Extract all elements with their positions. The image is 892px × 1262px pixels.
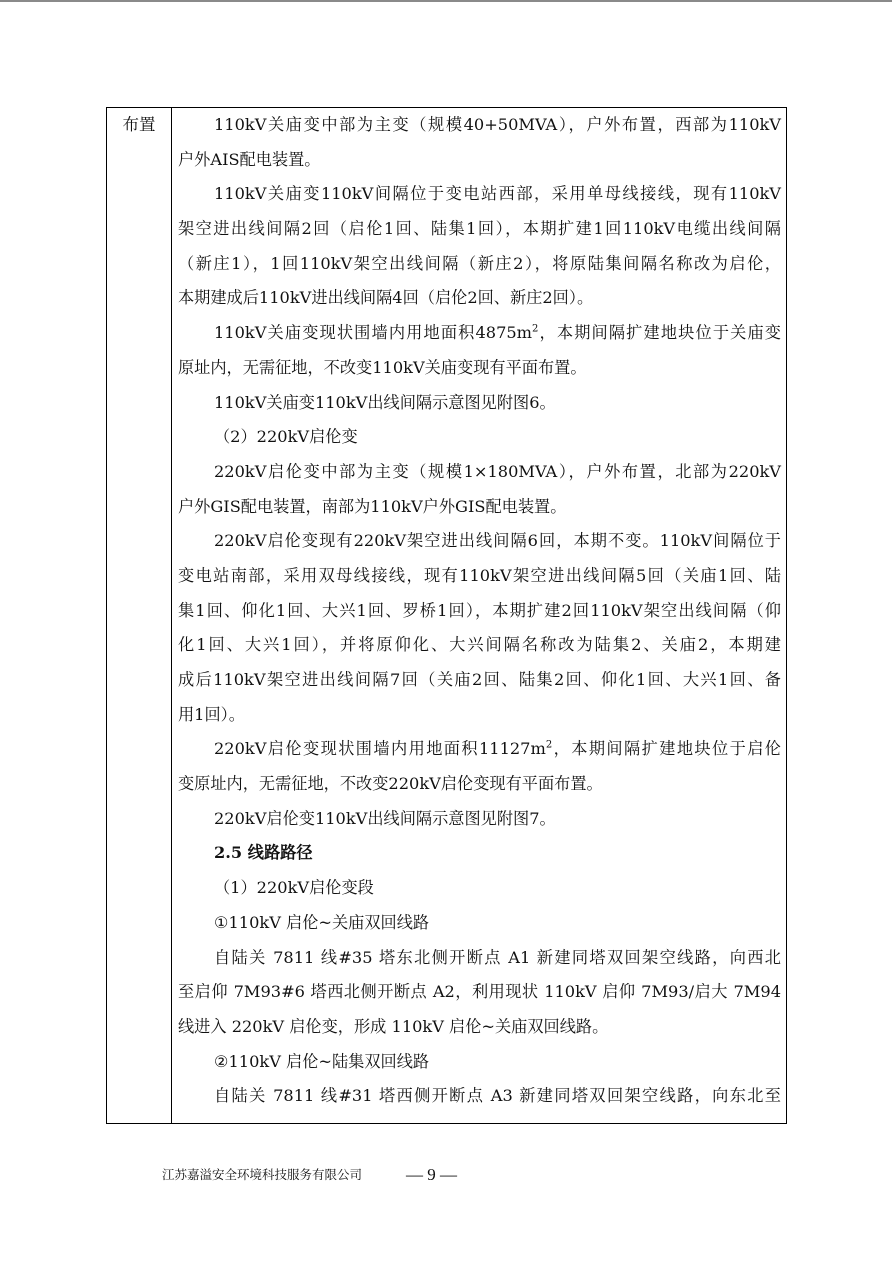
page-footer [162,1160,562,1190]
row-label: 布置 [122,115,156,134]
text-line: 自陆关 7811 线#31 塔西侧开断点 A3 新建同塔双回架空线路，向东北至 [214,1086,781,1106]
text-line: 220kV启伦变现有220kV架空进出线间隔6回，本期不变。110kV间隔位于 [214,531,781,551]
superscript: 2 [532,323,539,335]
content-cell [178,108,781,1114]
text-line: 2.5 线路路径 [214,843,313,863]
text-line: 成后110kV架空进出线间隔7回（关庙2回、陆集2回、仰化1回、大兴1回、备 [178,670,781,689]
text-segment: ，本期间隔扩建地块位于关庙变 [538,323,781,343]
text-line: 化1回、大兴1回），并将原仰化、大兴间隔名称改为陆集2、关庙2，本期建 [178,635,781,655]
text-line: 户外GIS配电装置，南部为110kV户外GIS配电装置。 [178,496,567,516]
footer-company-name: 江苏嘉溢安全环境科技服务有限公司 [162,1167,363,1182]
text-line: 用1回）。 [178,704,245,724]
text-line: 变电站南部，采用双母线接线，现有110kV架空进出线间隔5回（关庙1回、陆 [178,565,781,585]
column-divider [171,108,172,1123]
text-line: （新庄1），1回110kV架空出线间隔（新庄2），将原陆集间隔名称改为启伦， [178,253,781,273]
text-line: 本期建成后110kV进出线间隔4回（启伦2回、新庄2回）。 [178,288,594,308]
text-line [178,732,781,767]
page-number: — 9 — [406,1165,457,1184]
text-segment: 220kV启伦变现状围墙内用地面积11127m [214,739,546,759]
text-line: 架空进出线间隔2回（启伦1回、陆集1回），本期扩建1回110kV电缆出线间隔 [178,219,781,239]
text-segment: ，本期间隔扩建地块位于启伦 [552,739,781,759]
text-line: 原址内，无需征地，不改变110kV关庙变现有平面布置。 [178,357,587,377]
text-line: ②110kV 启伦~陆集双回线路 [214,1051,430,1071]
text-line: 110kV关庙变110kV间隔位于变电站西部，采用单母线接线，现有110kV [214,184,781,204]
text-line: 线进入 220kV 启伦变，形成 110kV 启伦~关庙双回线路。 [178,1016,609,1036]
text-line: （1）220kV启伦变段 [214,878,374,898]
text-line: 自陆关 7811 线#35 塔东北侧开断点 A1 新建同塔双回架空线路，向西北 [214,947,781,967]
superscript: 2 [545,739,553,751]
text-line: ①110kV 启伦~关庙双回线路 [214,912,430,932]
text-line [178,316,781,351]
page-top-edge [0,0,892,2]
text-line: 220kV启伦变中部为主变（规模1×180MVA），户外布置，北部为220kV [214,461,781,481]
text-segment: 110kV关庙变现状围墙内用地面积4875m [214,323,533,343]
text-line: 220kV启伦变110kV出线间隔示意图见附图7。 [214,808,556,828]
text-line: （2）220kV启伦变 [214,427,358,447]
text-line: 至启仰 7M93#6 塔西北侧开断点 A2，利用现状 110kV 启仰 7M93/启大 7M94 [178,982,781,1002]
content-table [106,107,787,1124]
text-line: 110kV关庙变中部为主变（规模40+50MVA），户外布置，西部为110kV [214,115,781,134]
text-line: 变原址内，无需征地，不改变220kV启伦变现有平面布置。 [178,774,603,794]
text-line: 110kV关庙变110kV出线间隔示意图见附图6。 [214,392,556,412]
text-line: 集1回、仰化1回、大兴1回、罗桥1回），本期扩建2回110kV架空出线间隔（仰 [178,600,781,620]
text-line: 户外AIS配电装置。 [178,149,321,169]
